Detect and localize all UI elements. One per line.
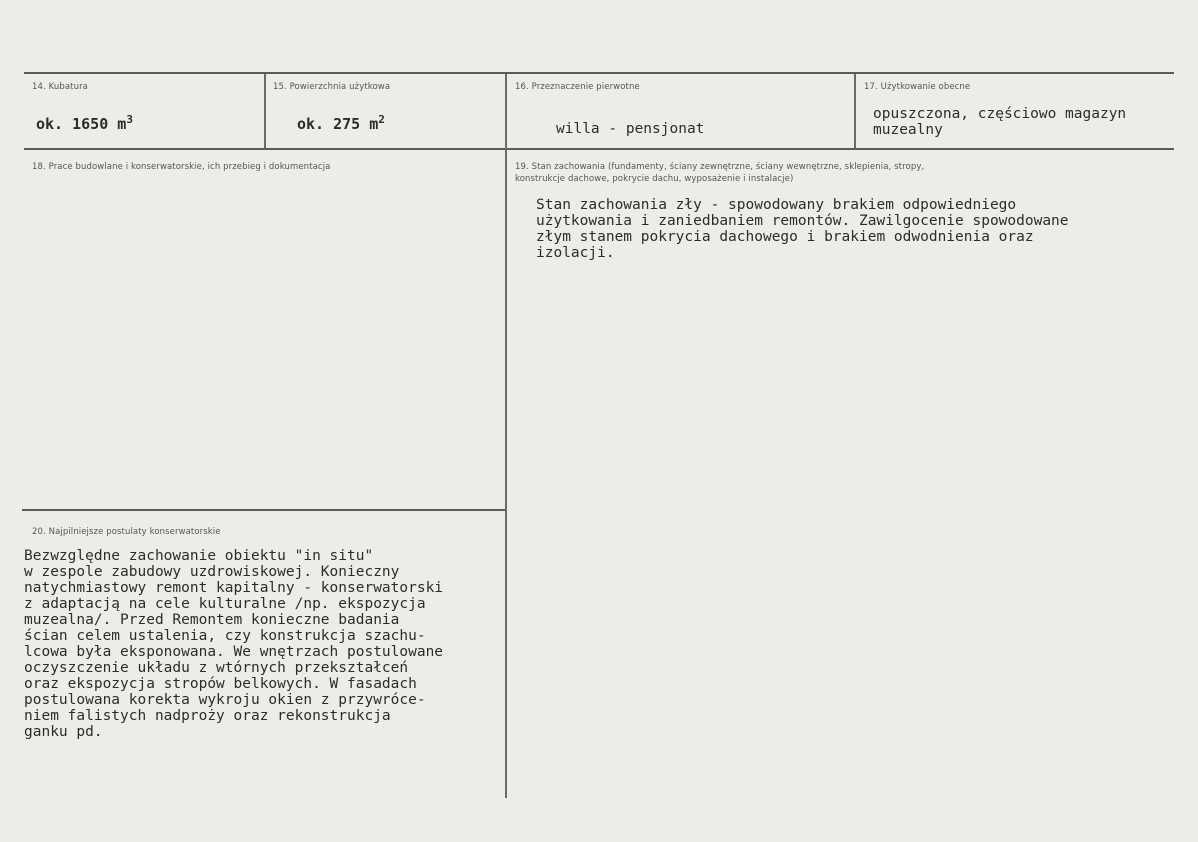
field-16-value: willa - pensjonat <box>556 121 705 137</box>
field-17-label: 17. Użytkowanie obecne <box>864 82 971 92</box>
section18-bottom-rule <box>22 509 506 511</box>
field-18-label: 18. Prace budowlane i konserwatorskie, ich przebieg i dokumentacja <box>32 162 331 172</box>
top-rule <box>24 72 1174 74</box>
field-20-value: Bezwzględne zachowanie obiektu "in situ" w zespole zabudowy uzdrowiskowej. Konieczny natychmiastowy remont kapitalny - konserwatorski z adaptacją na cele kulturalne /np. ekspozycja muzealna/. Przed Remontem konieczne badania ścian celem ustalenia, czy konstrukcja szachu- lcowa była eksponowana. We wnętrzach postulowane oczyszczenie układu z wtórnych przekształceń oraz ekspozycja stropów belkowych. W fasadach postulowana korekta wykroju okien z przywróce- niem falistych nadproży oraz rekonstrukcja ganku pd. <box>24 548 444 740</box>
field-19-label: 19. Stan zachowania (fundamenty, ściany zewnętrzne, ściany wewnętrzne, sklepienia, stropy, konstrukcje dachowe, pokrycie dachu, wyposażenie i instalacje) <box>515 162 925 184</box>
field-20-label: 20. Najpilniejsze postulaty konserwatorskie <box>32 527 221 537</box>
field-14-value-text: ok. 1650 m <box>36 115 127 133</box>
field-17-value: opuszczona, częściowo magazyn muzealny <box>873 106 1127 138</box>
divider-16-17 <box>854 74 856 149</box>
field-14-unit-sup: 3 <box>126 113 133 126</box>
field-16-label: 16. Przeznaczenie pierwotne <box>515 82 640 92</box>
field-14-value <box>36 112 133 132</box>
field-15-unit-sup: 2 <box>378 113 385 126</box>
divider-15-16 <box>505 74 507 798</box>
field-15-value-text: ok. 275 m <box>297 115 379 133</box>
field-15-label: 15. Powierzchnia użytkowa <box>273 82 391 92</box>
divider-14-15 <box>264 74 266 149</box>
field-14-label: 14. Kubatura <box>32 82 88 92</box>
field-15-value <box>297 112 385 132</box>
row1-bottom-rule <box>24 148 1174 150</box>
field-19-value: Stan zachowania zły - spowodowany brakiem odpowiedniego użytkowania i zaniedbaniem remontów. Zawilgocenie spowodowane złym stanem pokrycia dachowego i brakiem odwodnienia oraz izolacji. <box>536 197 1069 261</box>
